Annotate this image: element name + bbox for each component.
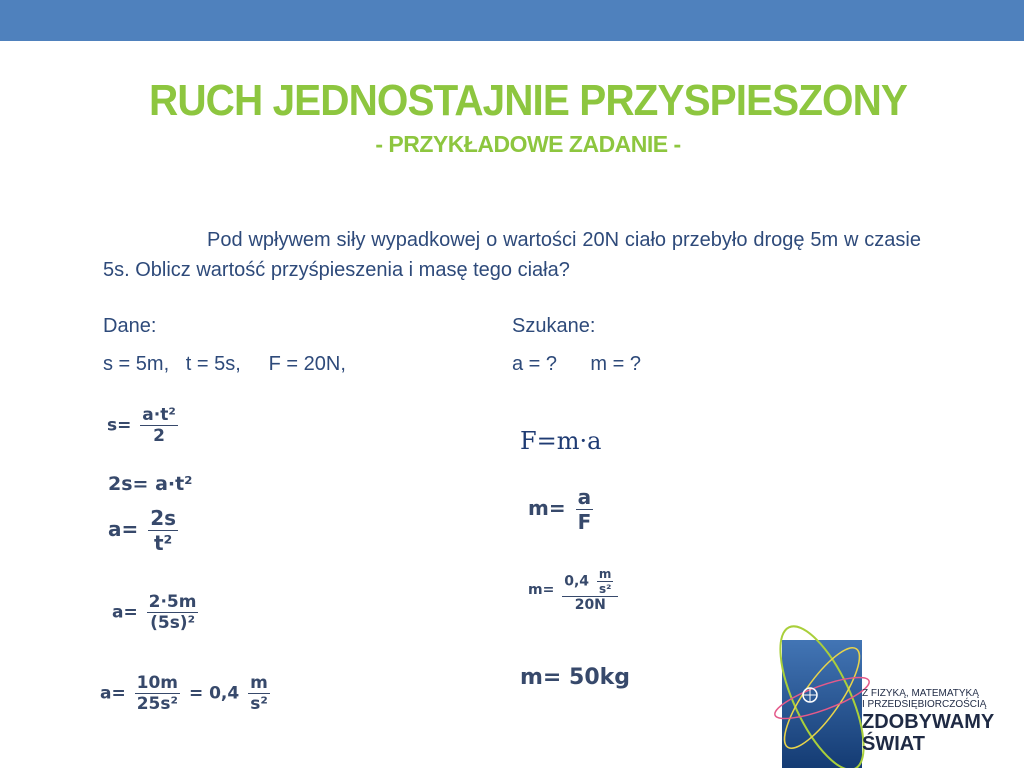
slide-title: RUCH JEDNOSTAJNIE PRZYSPIESZONY [149, 76, 907, 125]
problem-statement: Pod wpływem siły wypadkowej o wartości 20N ciało przebyło drogę 5m w czasie 5s. Oblicz wartość przyśpieszenia i masę tego ciała? [103, 229, 921, 281]
eq8-unit-fraction [597, 567, 614, 596]
eq5-denominator: 25s² [136, 694, 178, 714]
logo-line2: I PRZEDSIĘBIORCZOŚCIĄ [862, 699, 987, 710]
eq5-unit-numerator: m [250, 673, 268, 693]
equation-mass-formula [528, 485, 596, 534]
given-values: s = 5m, t = 5s, F = 20N, [103, 353, 346, 375]
eq5-unit-denominator: s² [250, 694, 268, 714]
sought-label: Szukane: [512, 315, 596, 337]
eq4-denominator: (5s)² [150, 613, 196, 633]
equation-mass-result: m= 50kg [520, 665, 631, 690]
eq8-lhs: m= [528, 582, 555, 598]
slide-subtitle: - PRZYKŁADOWE ZADANIE - [375, 131, 681, 157]
eq5-numerator: 10m [136, 673, 179, 693]
eq1-denominator: 2 [153, 426, 165, 446]
equation-distance [107, 405, 181, 446]
equation-newton-second-law: F=m·a [520, 427, 602, 455]
top-bar [0, 0, 1024, 41]
logo-line1: Z FIZYKĄ, MATEMATYKĄ [862, 688, 979, 699]
equation-acceleration-result [100, 673, 273, 714]
eq1-lhs: s= [107, 415, 132, 436]
equation-mass-substitution [528, 567, 621, 613]
logo-line3: ZDOBYWAMY [862, 711, 995, 733]
eq1-numerator: a·t² [142, 405, 176, 425]
given-label: Dane: [103, 315, 157, 337]
eq5-mid: = 0,4 [188, 683, 240, 704]
eq8-denominator: 20N [574, 597, 606, 613]
equation-acceleration-formula [108, 506, 181, 555]
eq3-denominator: t² [153, 531, 173, 555]
sought-values: a = ? m = ? [512, 353, 641, 375]
eq8-numerator-value: 0,4 [564, 573, 590, 590]
eq7-lhs: m= [528, 496, 566, 520]
logo-line4: ŚWIAT [862, 733, 925, 755]
eq8-unit-numerator: m [598, 567, 612, 581]
eq7-numerator: a [576, 485, 594, 510]
eq5-unit-fraction [248, 673, 270, 714]
eq4-fraction [147, 592, 199, 633]
equation-double-distance: 2s= a·t² [108, 473, 193, 495]
eq4-lhs: a= [112, 602, 138, 623]
equation-acceleration-substitution [112, 592, 201, 633]
eq5-fraction [135, 673, 180, 714]
eq1-fraction [140, 405, 178, 446]
eq8-unit-denominator: s² [598, 582, 612, 596]
eq3-lhs: a= [108, 517, 139, 541]
eq8-numerator [562, 567, 618, 597]
eq4-numerator: 2·5m [148, 592, 197, 612]
eq8-fraction [562, 567, 618, 613]
eq5-lhs: a= [100, 683, 126, 704]
eq3-numerator: 2s [150, 506, 177, 530]
eq3-fraction [148, 506, 178, 555]
eq7-denominator: F [577, 510, 592, 534]
eq7-fraction [576, 485, 594, 534]
